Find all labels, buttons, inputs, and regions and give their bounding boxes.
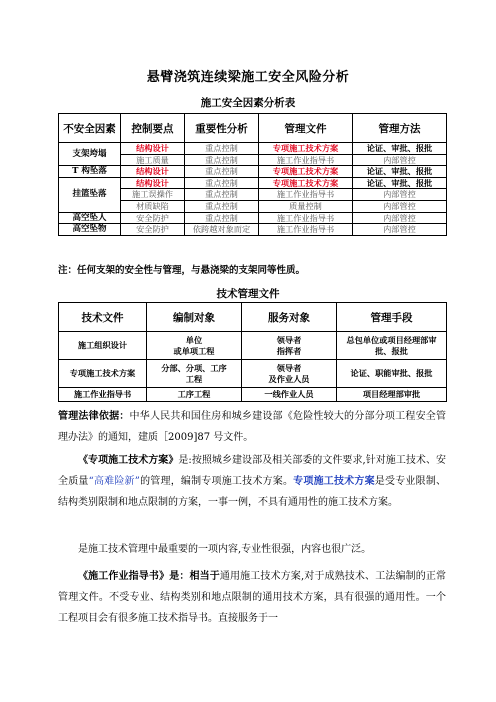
importance-cell: 重点控制 <box>185 177 259 189</box>
document-cell: 专项施工技术方案 <box>259 166 353 178</box>
table-row <box>59 212 447 224</box>
document-cell: 质量控制 <box>259 200 353 212</box>
header-cell: 技术文件 <box>59 303 147 332</box>
quote-span: “高难险新” <box>88 476 140 487</box>
text-span: 是受专业限制、结构类别限制和地点限制的方案，一事一例，不具有通用性的施工技术方案。 <box>58 476 447 508</box>
method-cell: 论证、审批、报批 <box>353 143 447 155</box>
method-cell: 内部管控 <box>353 224 447 236</box>
highlight-span: 专项施工技术方案 <box>293 476 375 487</box>
importance-cell: 重点控制 <box>185 166 259 178</box>
table-cell: 分部、分项、工序 工程 <box>147 360 242 388</box>
table-cell: 项目经理部审批 <box>337 388 447 402</box>
control-point-cell: 结构设计 <box>121 177 185 189</box>
special-plan-label: 《专项施工技术方案》 <box>78 455 179 466</box>
table-cell: 施工组织设计 <box>59 332 147 360</box>
importance-cell: 重点控制 <box>185 200 259 212</box>
document-title: 悬臂浇筑连续梁施工安全风险分析 <box>146 70 350 85</box>
table1-note: 注：任何支架的安全性与管理，与悬浇梁的支架同等性质。 <box>58 265 306 276</box>
table-row <box>59 388 447 402</box>
header-cell: 控制要点 <box>121 114 185 143</box>
document-cell: 施工作业指导书 <box>259 154 353 166</box>
control-point-cell: 施工误操作 <box>121 189 185 201</box>
control-point-cell: 安全防护 <box>121 212 185 224</box>
control-point-cell: 施工质量 <box>121 154 185 166</box>
factor-cell: T 构坠落 <box>59 166 121 178</box>
safety-factor-table <box>58 113 447 236</box>
table-cell: 一线作业人员 <box>242 388 337 402</box>
header-cell: 服务对象 <box>242 303 337 332</box>
table-row <box>59 166 447 178</box>
control-point-cell: 结构设计 <box>121 143 185 155</box>
table-cell: 领导者 指挥者 <box>242 332 337 360</box>
paragraph-importance: 是施工技术管理中最重要的一项内容,专业性很强，内容也很广泛。 <box>78 544 372 555</box>
table-cell: 施工作业指导书 <box>59 388 147 402</box>
paragraph-legal-basis <box>58 406 446 448</box>
text-span: 的管理，编制专项施工技术方案。 <box>139 476 294 487</box>
factor-cell: 支架垮塌 <box>59 143 121 166</box>
importance-cell: 重点控制 <box>185 189 259 201</box>
table-cell: 论证、职能审批、报批 <box>337 360 447 388</box>
control-point-cell: 材质缺陷 <box>121 200 185 212</box>
document-cell: 施工作业指导书 <box>259 189 353 201</box>
table-row <box>59 332 447 360</box>
table-cell: 专项施工技术方案 <box>59 360 147 388</box>
table2-caption: 技术管理文件 <box>216 288 280 300</box>
table-row <box>59 224 447 236</box>
importance-cell: 重点控制 <box>185 143 259 155</box>
document-cell: 专项施工技术方案 <box>259 177 353 189</box>
header-cell: 管理文件 <box>259 114 353 143</box>
table-cell: 总包单位或项目经理部审 批、报批 <box>337 332 447 360</box>
document-cell: 施工作业指导书 <box>259 224 353 236</box>
table-cell: 工序工程 <box>147 388 242 402</box>
document-cell: 专项施工技术方案 <box>259 143 353 155</box>
control-point-cell: 结构设计 <box>121 166 185 178</box>
importance-cell: 依跨越对象而定 <box>185 224 259 236</box>
table-cell: 单位 或单项工程 <box>147 332 242 360</box>
method-cell: 内部管控 <box>353 200 447 212</box>
control-point-cell: 安全防护 <box>121 224 185 236</box>
factor-cell: 高空坠物 <box>59 224 121 236</box>
paragraph-special-plan <box>58 450 446 513</box>
header-cell: 管理方法 <box>353 114 447 143</box>
factor-cell: 挂篮坠落 <box>59 177 121 212</box>
method-cell: 论证、审批、报批 <box>353 177 447 189</box>
document-cell: 施工作业指导书 <box>259 212 353 224</box>
table-row <box>59 360 447 388</box>
header-cell: 不安全因素 <box>59 114 121 143</box>
method-cell: 内部管控 <box>353 212 447 224</box>
work-instruction-body: 通用施工技术方案,对于成熟技术、工法编制的正常管理文件。不受专业、结构类别和地点限制的通用技术方案，具有很强的通用性。一个工程项目会有很多施工技术指导书。直接服务于一 <box>58 571 446 624</box>
header-cell: 重要性分析 <box>185 114 259 143</box>
table-cell: 领导者 及作业人员 <box>242 360 337 388</box>
method-cell: 内部管控 <box>353 189 447 201</box>
legal-basis-label: 管理法律依据： <box>58 411 130 422</box>
legal-basis-body: 中华人民共和国住房和城乡建设部《危险性较大的分部分项工程安全管理办法》的通知，建质［2009]87 号文件。 <box>58 411 447 443</box>
table1-caption: 施工安全因素分析表 <box>200 97 296 109</box>
method-cell: 论证、审批、报批 <box>353 166 447 178</box>
table-row <box>59 177 447 189</box>
header-cell: 编制对象 <box>147 303 242 332</box>
text-span: 是:按照城乡建设部及相关部委的文件要求,针对施工技术、安全质量 <box>58 455 446 487</box>
header-cell: 管理手段 <box>337 303 447 332</box>
table-header-row <box>59 114 447 143</box>
method-cell: 内部管控 <box>353 154 447 166</box>
importance-cell: 重点控制 <box>185 212 259 224</box>
technical-documents-table <box>58 302 447 402</box>
paragraph-work-instruction <box>58 566 446 629</box>
table-row <box>59 143 447 155</box>
work-instruction-label: 《施工作业指导书》是：相当于 <box>78 571 220 582</box>
table-header-row <box>59 303 447 332</box>
factor-cell: 高空坠人 <box>59 212 121 224</box>
importance-cell: 重点控制 <box>185 154 259 166</box>
